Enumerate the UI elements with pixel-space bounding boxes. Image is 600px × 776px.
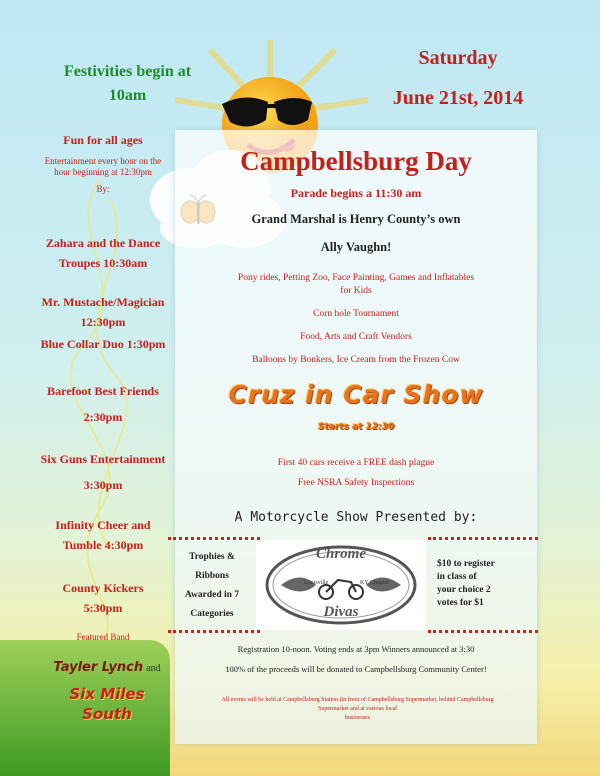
act-1 (28, 233, 178, 273)
motorcycle-heading: A Motorcycle Show Presented by: (234, 510, 478, 525)
activities-line-1: Pony rides, Petting Zoo, Face Painting, Games and Inflatables (237, 273, 475, 283)
event-date-block (378, 38, 538, 118)
activities-line-2: for Kids (340, 286, 372, 296)
act-2 (28, 292, 178, 332)
festivities-heading (45, 60, 210, 108)
left-column (28, 133, 178, 194)
act-line: Zahara and the Dance (45, 236, 161, 250)
act-line: 5:30pm (83, 601, 123, 615)
band-line (32, 660, 182, 675)
grand-marshal-name: Ally Vaughn! (320, 240, 392, 254)
act-line: Tumble 4:30pm (62, 538, 144, 552)
cornhole-text: Corn hole Tournament (313, 309, 399, 319)
footer-note (190, 696, 525, 723)
logo-text-left: Louisville (304, 580, 329, 586)
act-3 (28, 334, 178, 354)
act-line: 12:30pm (80, 315, 126, 329)
first-40-cars: First 40 cars receive a FREE dash plague (277, 458, 435, 468)
register-text (437, 558, 537, 610)
act-line: County Kickers (62, 581, 144, 595)
grand-marshal-text: Grand Marshal is Henry County’s own (251, 212, 461, 226)
car-show-title: Cruz in Car Show (228, 380, 484, 409)
band-tayler-lynch: Tayler Lynch (53, 660, 144, 675)
festivities-text: Festivities begin at (63, 63, 192, 80)
chrome-divas-logo (256, 540, 426, 630)
footer-line-2: Supermarket and at various local (318, 706, 397, 712)
footer-line-3: businesses (344, 715, 371, 721)
act-7 (28, 578, 178, 618)
act-line: Troupes 10:30am (58, 256, 148, 270)
by-label: By: (96, 184, 110, 194)
act-line: Infinity Cheer and (55, 518, 151, 532)
act-line: Mr. Mustache/Magician (41, 295, 165, 309)
register-line: votes for $1 (437, 598, 484, 608)
act-line: Six Guns Entertainment (40, 452, 166, 466)
band-line-1: Six Miles (69, 685, 145, 703)
parade-time: Parade begins a 11:30 am (290, 186, 422, 200)
trophies-line: Ribbons (195, 571, 229, 581)
trophies-text (172, 548, 252, 624)
logo-text-right: KY Chapter (360, 580, 389, 586)
register-line: in class of (437, 572, 477, 582)
footer-line-1: All events will be held at Campbellsburg Station (in front of Campbellsburg Supermarket, behind Campbellsburg (221, 697, 494, 703)
fun-for-all-ages: Fun for all ages (63, 133, 143, 147)
trophies-line: Categories (190, 609, 234, 619)
entertainment-line-2: hour beginning at 12:30pm (54, 167, 152, 177)
and-text: and (146, 663, 161, 674)
event-date: June 21st, 2014 (392, 87, 524, 109)
trophies-line: Awarded in 7 (184, 590, 240, 600)
vendors-text: Food, Arts and Craft Vendors (300, 332, 412, 342)
registration-info: Registration 10-noon. Voting ends at 3pm Winners announced at 3:30 (237, 644, 475, 654)
proceeds-info: 100% of the proceeds will be donated to Campbellsburg Community Center! (225, 664, 487, 674)
event-title: Campbellsburg Day (240, 146, 472, 176)
act-line: Blue Collar Duo 1:30pm (40, 337, 166, 351)
balloons-text: Balloons by Bonkers, Ice Cream from the Frozen Cow (252, 355, 460, 365)
trophies-line: Trophies & (189, 552, 235, 562)
register-line: your choice 2 (437, 585, 491, 595)
act-5 (28, 446, 178, 498)
dotted-divider (168, 537, 260, 540)
band-line-2: South (82, 705, 132, 723)
dotted-divider (428, 537, 538, 540)
act-line: 3:30pm (83, 478, 123, 492)
logo-text-bottom: Divas (323, 604, 359, 620)
dotted-divider (168, 630, 260, 633)
dotted-divider (428, 630, 538, 633)
band-six-miles-south (32, 684, 182, 724)
act-4 (28, 378, 178, 430)
register-line: $10 to register (437, 559, 495, 569)
car-show-start: Starts at 12:30 (317, 422, 395, 432)
act-line: 2:30pm (83, 410, 123, 424)
act-line: Barefoot Best Friends (47, 384, 159, 398)
event-day: Saturday (418, 47, 498, 69)
nsra-inspections: Free NSRA Safety Inspections (297, 478, 415, 488)
featured-band-label: Featured Band (76, 632, 130, 642)
logo-text-top: Chrome (315, 546, 366, 562)
entertainment-note (28, 156, 178, 178)
entertainment-line-1: Entertainment every hour on the (44, 156, 162, 166)
festivities-time: 10am (108, 87, 147, 104)
act-6 (28, 515, 178, 555)
activities-text (175, 272, 537, 298)
